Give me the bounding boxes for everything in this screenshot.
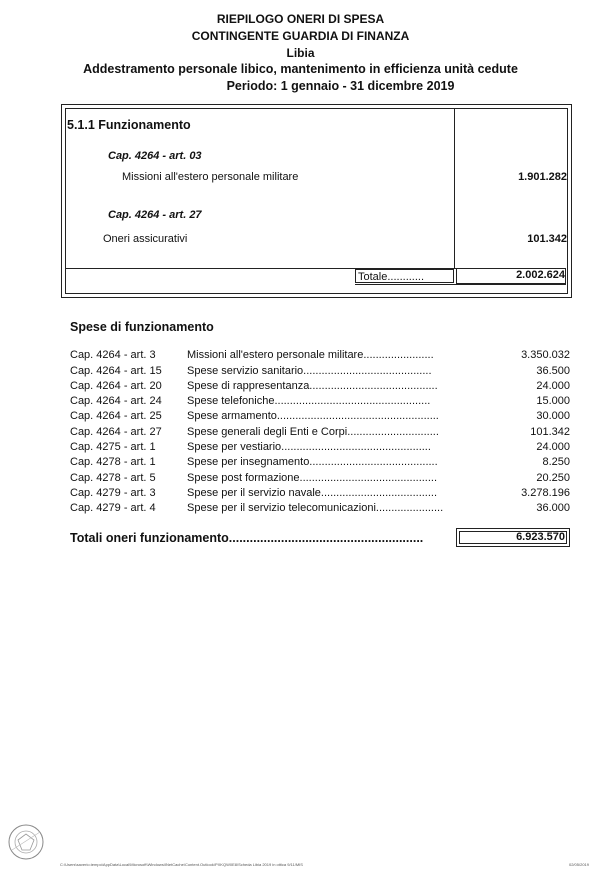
spese-row-cap: Cap. 4264 - art. 25 (70, 410, 162, 422)
summary-box-bottom-divider (355, 284, 566, 285)
spese-row-description: Spese per il servizio navale...................................... (187, 487, 438, 499)
summary-box-inner-border (65, 108, 568, 294)
summary-total-label: Totale............ (355, 269, 454, 283)
spese-row-description: Missioni all'estero personale militare....................... (187, 349, 434, 361)
spese-row-description: Spese generali degli Enti e Corpi.............................. (187, 426, 439, 438)
spese-row-cap: Cap. 4279 - art. 4 (70, 502, 156, 514)
summary-entry-amount-2: 101.342 (527, 233, 567, 245)
spese-row-description: Spese telefoniche................................................... (187, 395, 431, 407)
footer-date: 02/05/2019 (568, 862, 589, 867)
spese-row-amount: 15.000 (536, 395, 570, 407)
spese-row-cap: Cap. 4278 - art. 5 (70, 472, 156, 484)
spese-row-cap: Cap. 4264 - art. 27 (70, 426, 162, 438)
summary-box-column-divider (454, 108, 455, 268)
spese-row-amount: 24.000 (536, 441, 570, 453)
title-line-3: Libia (286, 46, 315, 60)
spese-row (70, 379, 570, 393)
spese-row (70, 425, 570, 439)
spese-row-amount: 30.000 (536, 410, 570, 422)
spese-row-description: Spese per insegnamento.......................................... (187, 456, 438, 468)
spese-row (70, 471, 570, 485)
spese-row-amount: 8.250 (542, 456, 570, 468)
spese-row-cap: Cap. 4264 - art. 15 (70, 365, 162, 377)
spese-row-description: Spese post formazione............................................. (187, 472, 438, 484)
spese-row-cap: Cap. 4264 - art. 24 (70, 395, 162, 407)
section-title: 5.1.1 Funzionamento (67, 118, 191, 132)
summary-entry-desc-1: Missioni all'estero personale militare (122, 171, 299, 183)
spese-row (70, 501, 570, 515)
spese-section-title: Spese di funzionamento (70, 320, 214, 334)
period-line: Periodo: 1 gennaio - 31 dicembre 2019 (226, 79, 455, 93)
spese-row-description: Spese armamento..................................................... (187, 410, 439, 422)
spese-row-amount: 3.278.196 (521, 487, 570, 499)
summary-entry-cap-1: Cap. 4264 - art. 03 (108, 150, 202, 162)
summary-entry-cap-2: Cap. 4264 - art. 27 (108, 209, 202, 221)
spese-row-amount: 36.500 (536, 365, 570, 377)
summary-entry-desc-2: Oneri assicurativi (103, 233, 188, 245)
spese-row-amount: 24.000 (536, 380, 570, 392)
spese-row-amount: 36.000 (536, 502, 570, 514)
spese-row-cap: Cap. 4279 - art. 3 (70, 487, 156, 499)
spese-row-cap: Cap. 4275 - art. 1 (70, 441, 156, 453)
spese-row-description: Spese di rappresentanza.......................................... (187, 380, 438, 392)
spese-row (70, 455, 570, 469)
footer-file-path: C:\Users\saverio.tempo\AppData\Local\Microsoft\Windows\INetCache\Content.Outlook\PXKQW0E8\Scheda Libia 2019 in ottica 9/11/MIS (60, 862, 303, 867)
spese-row-cap: Cap. 4264 - art. 3 (70, 349, 156, 361)
spese-row (70, 348, 570, 362)
spese-row (70, 394, 570, 408)
summary-total-amount: 2.002.624 (516, 269, 565, 281)
title-line-2: CONTINGENTE GUARDIA DI FINANZA (191, 29, 410, 43)
spese-row (70, 364, 570, 378)
spese-row-description: Spese per il servizio telecomunicazioni...................... (187, 502, 444, 514)
summary-entry-amount-1: 1.901.282 (518, 171, 567, 183)
spese-row (70, 409, 570, 423)
spese-row-cap: Cap. 4278 - art. 1 (70, 456, 156, 468)
title-line-1: RIEPILOGO ONERI DI SPESA (216, 12, 385, 26)
grand-total-label: Totali oneri funzionamento........................................................ (70, 531, 424, 545)
spese-row-amount: 20.250 (536, 472, 570, 484)
spese-row-description: Spese servizio sanitario.......................................... (187, 365, 432, 377)
spese-row-amount: 101.342 (530, 426, 570, 438)
spese-row-amount: 3.350.032 (521, 349, 570, 361)
seal-stamp-icon (6, 820, 46, 864)
grand-total-amount: 6.923.570 (516, 531, 565, 543)
title-line-4: Addestramento personale libico, mantenimento in efficienza unità cedute (83, 62, 518, 76)
spese-row-cap: Cap. 4264 - art. 20 (70, 380, 162, 392)
spese-row (70, 486, 570, 500)
spese-row (70, 440, 570, 454)
spese-row-description: Spese per vestiario................................................. (187, 441, 431, 453)
